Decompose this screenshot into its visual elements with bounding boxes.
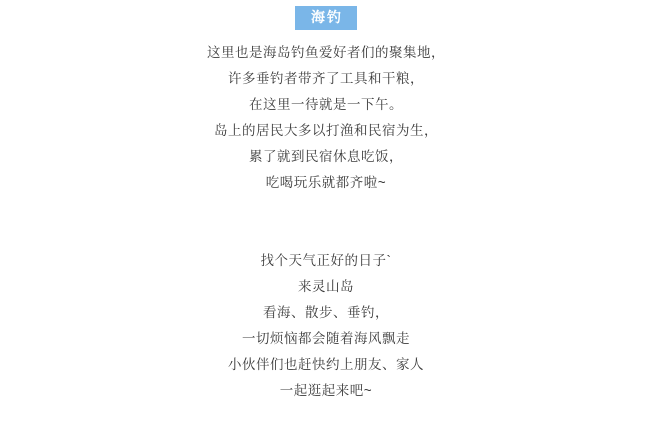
text-line: 在这里一待就是一下午。 <box>249 96 403 112</box>
stanza-second <box>0 248 652 404</box>
text-line: 吃喝玩乐就都齐啦~ <box>265 174 387 190</box>
stanza-first <box>0 40 652 196</box>
title-container <box>0 6 652 30</box>
text-line: 这里也是海岛钓鱼爱好者们的聚集地， <box>207 44 445 60</box>
text-line: 许多垂钓者带齐了工具和干粮， <box>228 70 424 86</box>
text-line: 岛上的居民大多以打渔和民宿为生， <box>214 122 438 138</box>
text-line: 来灵山岛 <box>298 278 354 294</box>
stanza-separator <box>0 196 652 248</box>
text-line: 累了就到民宿休息吃饭， <box>249 148 403 164</box>
page-title: 海钓 <box>295 6 357 30</box>
text-line: 一切烦恼都会随着海风飘走 <box>242 330 410 346</box>
text-line: 一起逛起来吧~ <box>279 382 373 398</box>
text-line: 找个天气正好的日子` <box>260 252 392 268</box>
text-line: 看海、散步、垂钓， <box>263 304 389 320</box>
text-line: 小伙伴们也赶快约上朋友、家人 <box>228 356 424 372</box>
